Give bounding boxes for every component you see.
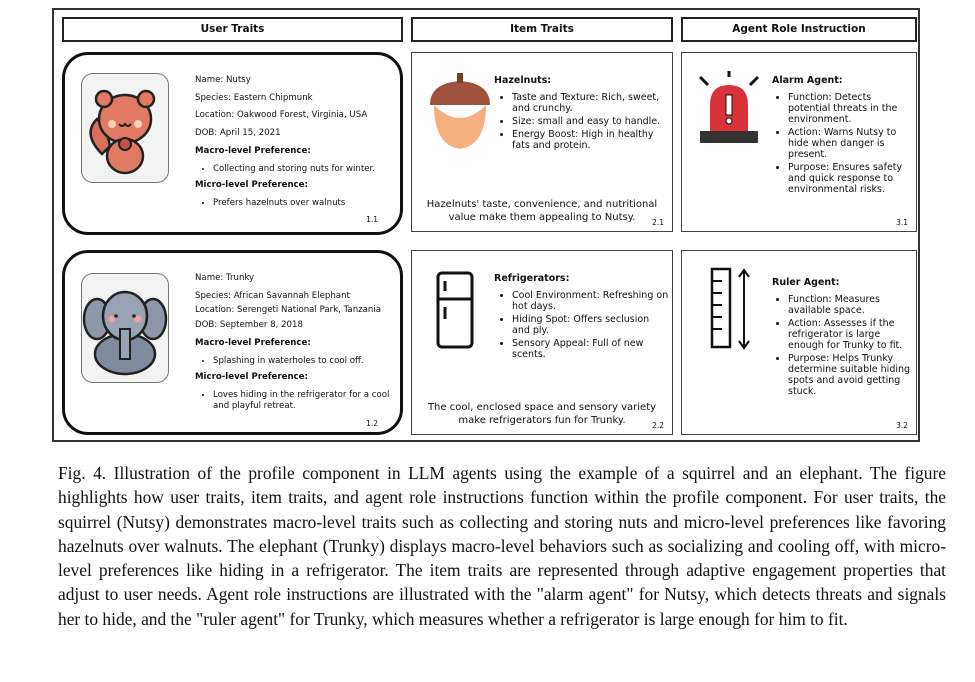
panel-number: 2.2 [652,421,664,430]
ruler-icon [710,267,754,354]
item-trait: • Hiding Spot: Offers seclusion and ply. [512,314,669,336]
user-species: Species: Eastern Chipmunk [195,92,313,103]
agent-instruction: • Action: Warns Nutsy to hide when danger is present. [788,127,912,160]
macro-label: Macro-level Preference: [195,337,311,348]
user-species: Species: African Savannah Elephant [195,290,350,301]
panel-number: 3.1 [896,218,908,227]
user-info [195,75,400,215]
panel-number: 1.2 [366,419,378,428]
user-name: Name: Nutsy [195,75,251,85]
agent-instruction: • Action: Assesses if the refrigerator is large enough for Trunky to fit. [788,318,912,351]
user-location: Location: Oakwood Forest, Virginia, USA [195,110,368,121]
item-trait: • Cool Environment: Refreshing on hot days. [512,290,669,312]
user-dob: DOB: September 8, 2018 [195,320,303,331]
item-details [494,273,669,366]
elephant-icon [81,273,169,383]
user-info [195,273,400,418]
panel-number: 3.2 [896,421,908,430]
refrigerator-icon [436,271,476,354]
panel-number: 1.1 [366,215,378,224]
user-dob: DOB: April 15, 2021 [195,128,281,139]
agent-instruction: • Purpose: Helps Trunky determine suitable hiding spots and avoid getting stuck. [788,353,912,397]
agent-details [772,75,912,201]
item-title: Refrigerators: [494,273,570,284]
item-trait: • Energy Boost: High in healthy fats and protein. [512,129,669,151]
micro-pref: • Prefers hazelnuts over walnuts [213,198,400,209]
hazelnut-icon [428,73,492,156]
item-trait: • Size: small and easy to handle. [512,116,669,127]
panel-number: 2.1 [652,218,664,227]
user-card-nutsy [62,52,403,235]
user-card-trunky [62,250,403,435]
agent-instruction: • Function: Measures available space. [788,294,912,316]
item-trait: • Taste and Texture: Rich, sweet, and crunchy. [512,92,669,114]
agent-details [772,277,912,403]
macro-pref: • Collecting and storing nuts for winter. [213,164,400,175]
squirrel-icon [81,73,169,183]
agent-card-ruler [681,250,917,435]
macro-pref: • Splashing in waterholes to cool off. [213,356,400,367]
user-location: Location: Serengeti National Park, Tanzania [195,305,382,316]
item-summary: The cool, enclosed space and sensory variety make refrigerators fun for Trunky. [427,402,657,426]
header-item-traits: Item Traits [411,17,673,42]
agent-title: Alarm Agent: [772,75,843,86]
header-user-traits: User Traits [62,17,403,42]
agent-card-alarm [681,52,917,232]
figure-caption: Fig. 4. Illustration of the profile component in LLM agents using the example of a squirrel and an elephant. The figure highlights how user traits, item traits, and agent role instructions function within the profile component. For user traits, the squirrel (Nutsy) demonstrates macro-level traits such as collecting and storing nuts and micro-level preferences like favoring hazelnuts over walnuts. The elephant (Trunky) displays macro-level behaviors such as socializing and cooling off, with micro-level preferences like hiding in a refrigerator. The item traits are represented through adaptive engagement properties that adjust to user needs. Agent role instructions are illustrated with the "alarm agent" for Nutsy, which detects threats and signals her to hide, and the "ruler agent" for Trunky, which measures whether a refrigerator is large enough for him to fit. [58,463,946,629]
agent-instruction: • Function: Detects potential threats in the environment. [788,92,912,125]
item-details [494,75,669,157]
item-trait: • Sensory Appeal: Full of new scents. [512,338,669,360]
user-name: Name: Trunky [195,273,255,283]
header-agent-role: Agent Role Instruction [681,17,917,42]
item-title: Hazelnuts: [494,75,552,86]
agent-instruction: • Purpose: Ensures safety and quick response to environmental risks. [788,162,912,195]
item-card-hazelnuts [411,52,673,232]
micro-pref: • Loves hiding in the refrigerator for a cool and playful retreat. [213,390,400,411]
alarm-icon [692,71,766,150]
agent-title: Ruler Agent: [772,277,840,288]
item-card-refrigerators [411,250,673,435]
item-summary: Hazelnuts' taste, convenience, and nutritional value make them appealing to Nutsy. [426,199,658,223]
macro-label: Macro-level Preference: [195,145,311,156]
micro-label: Micro-level Preference: [195,372,308,383]
micro-label: Micro-level Preference: [195,180,308,191]
